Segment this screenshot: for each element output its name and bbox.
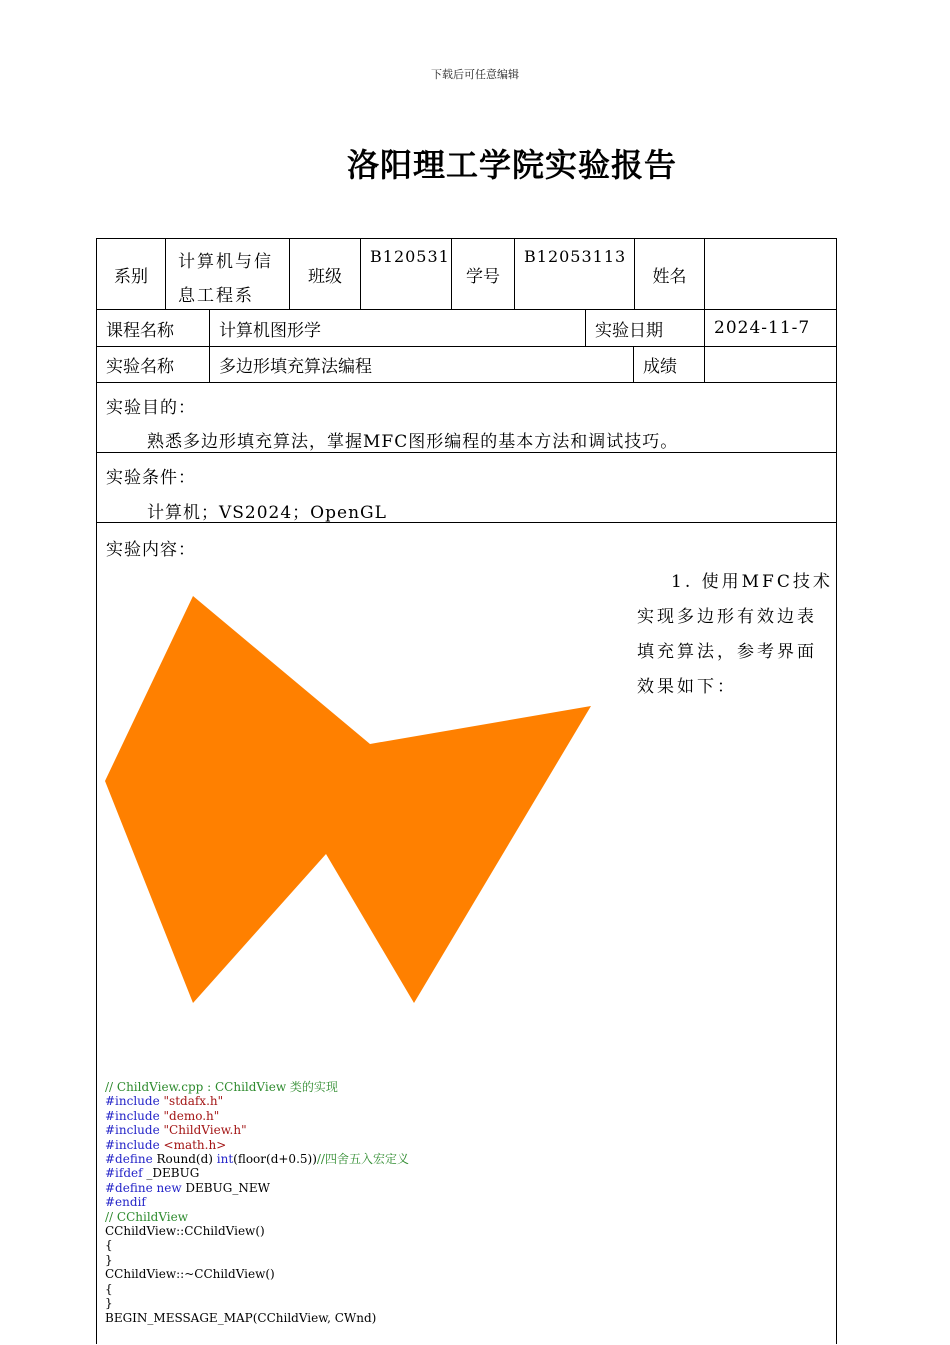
date-value: 2024-11-7 xyxy=(714,318,811,338)
code-line xyxy=(105,1166,409,1180)
code-token: "stdafx.h" xyxy=(159,1094,224,1109)
code-line xyxy=(105,1253,409,1267)
task-line-4: 效果如下： xyxy=(637,677,737,697)
code-token: // CChildView xyxy=(105,1209,189,1224)
task-line-1: 1. 使用MFC技术 xyxy=(671,572,833,592)
code-line xyxy=(105,1195,409,1209)
code-line xyxy=(105,1238,409,1252)
course-label: 课程名称 xyxy=(97,310,210,346)
code-line xyxy=(105,1210,409,1224)
code-token: #include xyxy=(105,1108,160,1123)
filled-polygon xyxy=(105,596,591,1003)
code-line xyxy=(105,1080,409,1094)
page-title: 洛阳理工学院实验报告 xyxy=(346,146,677,184)
code-token: (floor(d+0.5)) xyxy=(233,1152,317,1167)
header-note: 下载后可任意编辑 xyxy=(431,68,519,81)
content-label: 实验内容： xyxy=(106,540,196,560)
experiment-label: 实验名称 xyxy=(97,347,210,382)
dept-value-line-2: 息工程系 xyxy=(178,286,254,306)
code-line xyxy=(105,1224,409,1238)
code-line xyxy=(105,1094,409,1108)
id-label: 学号 xyxy=(452,239,515,309)
code-token: CChildView::~CChildView() xyxy=(105,1267,275,1282)
code-token: int xyxy=(216,1152,234,1167)
polygon-figure xyxy=(97,239,838,1039)
code-line xyxy=(105,1311,409,1325)
code-token: new xyxy=(156,1180,182,1195)
code-token: "demo.h" xyxy=(159,1108,220,1123)
class-value: B120531 xyxy=(361,239,452,309)
code-token: { xyxy=(105,1281,113,1296)
purpose-label: 实验目的： xyxy=(106,398,196,418)
purpose-text: 熟悉多边形填充算法，掌握MFC图形编程的基本方法和调试技巧。 xyxy=(147,432,679,452)
code-token: //四舍五入宏定义 xyxy=(316,1152,409,1167)
code-token: Round(d) xyxy=(152,1152,217,1167)
code-token: #include xyxy=(105,1094,160,1109)
code-line xyxy=(105,1282,409,1296)
experiment-value: 多边形填充算法编程 xyxy=(210,347,634,382)
code-line xyxy=(105,1181,409,1195)
code-line xyxy=(105,1123,409,1137)
code-token: BEGIN_MESSAGE_MAP(CChildView, CWnd) xyxy=(105,1310,377,1325)
code-token: #include xyxy=(105,1137,160,1152)
dept-label: 系别 xyxy=(97,239,166,309)
class-label: 班级 xyxy=(290,239,361,309)
score-label: 成绩 xyxy=(634,347,705,382)
code-token: #define xyxy=(105,1180,153,1195)
code-line xyxy=(105,1138,409,1152)
code-token: CChildView::CChildView() xyxy=(105,1224,265,1239)
code-line xyxy=(105,1152,409,1166)
id-value: B12053113 xyxy=(515,239,635,309)
code-line xyxy=(105,1109,409,1123)
task-line-3: 填充算法，参考界面 xyxy=(637,642,817,662)
date-label: 实验日期 xyxy=(586,310,705,346)
dept-value-line-1: 计算机与信 xyxy=(178,252,273,272)
code-token: #define xyxy=(105,1152,153,1167)
code-token: "ChildView.h" xyxy=(159,1123,247,1138)
code-token: #endif xyxy=(105,1195,146,1210)
code-line xyxy=(105,1296,409,1310)
code-line xyxy=(105,1267,409,1281)
conditions-text: 计算机；VS2024；OpenGL xyxy=(147,503,387,523)
conditions-label: 实验条件： xyxy=(106,468,196,488)
code-token: DEBUG_NEW xyxy=(181,1180,270,1195)
code-token: } xyxy=(105,1296,113,1311)
task-line-2: 实现多边形有效边表 xyxy=(637,607,817,627)
code-token: <math.h> xyxy=(159,1137,227,1152)
course-value: 计算机图形学 xyxy=(210,310,586,346)
code-listing xyxy=(105,1080,409,1325)
code-token: _DEBUG xyxy=(142,1166,200,1181)
code-token: #ifdef xyxy=(105,1166,143,1181)
code-token: } xyxy=(105,1252,113,1267)
code-token: #include xyxy=(105,1123,160,1138)
report-table xyxy=(96,238,837,1344)
name-label: 姓名 xyxy=(635,239,705,309)
code-token: // ChildView.cpp : CChildView 类的实现 xyxy=(105,1080,338,1094)
code-token: { xyxy=(105,1238,113,1253)
